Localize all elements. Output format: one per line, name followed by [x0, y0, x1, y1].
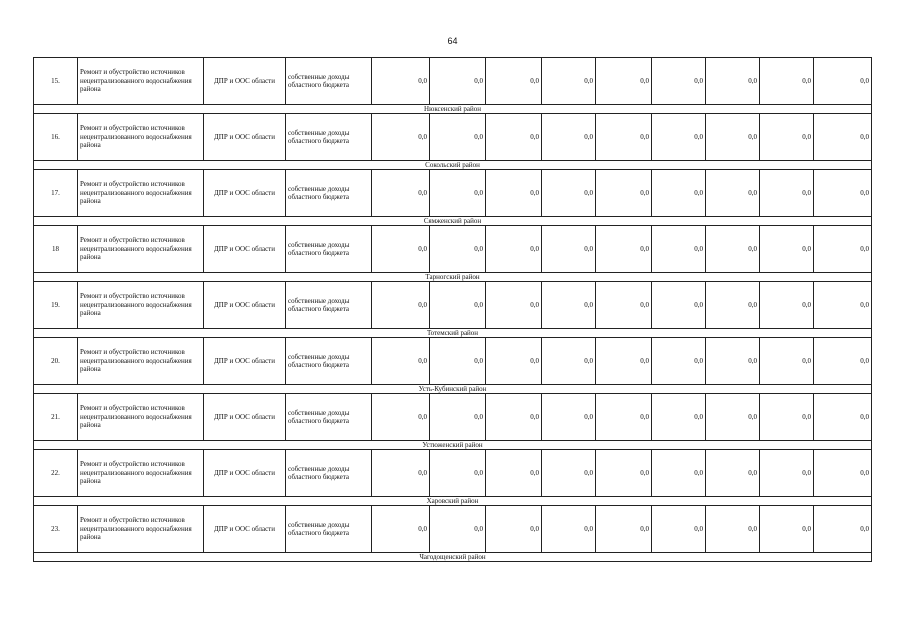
value-cell: 0,0 [652, 226, 706, 273]
value-cell: 0,0 [596, 114, 652, 161]
district-header-row [34, 329, 872, 338]
value-cell: 0,0 [760, 170, 814, 217]
activity-name: Ремонт и обустройство источников нецентрализованного водоснабжения района [78, 282, 204, 329]
value-cell: 0,0 [486, 58, 542, 105]
table-row [34, 282, 872, 329]
value-cell: 0,0 [596, 58, 652, 105]
value-cell: 0,0 [760, 282, 814, 329]
value-cell: 0,0 [542, 114, 596, 161]
row-number: 17. [34, 170, 78, 217]
value-cell: 0,0 [596, 226, 652, 273]
value-cell: 0,0 [372, 226, 430, 273]
program-table [33, 57, 872, 562]
value-cell: 0,0 [372, 394, 430, 441]
value-cell: 0,0 [652, 506, 706, 553]
value-cell: 0,0 [814, 394, 872, 441]
value-cell: 0,0 [542, 282, 596, 329]
value-cell: 0,0 [430, 506, 486, 553]
value-cell: 0,0 [372, 450, 430, 497]
district-name: Сокольский район [34, 161, 872, 170]
activity-name: Ремонт и обустройство источников нецентрализованного водоснабжения района [78, 394, 204, 441]
value-cell: 0,0 [486, 450, 542, 497]
activity-name: Ремонт и обустройство источников нецентрализованного водоснабжения района [78, 226, 204, 273]
value-cell: 0,0 [542, 226, 596, 273]
value-cell: 0,0 [652, 114, 706, 161]
table-row [34, 394, 872, 441]
value-cell: 0,0 [706, 394, 760, 441]
value-cell: 0,0 [706, 506, 760, 553]
district-name: Сямженский район [34, 217, 872, 226]
value-cell: 0,0 [652, 394, 706, 441]
table-row [34, 338, 872, 385]
value-cell: 0,0 [706, 58, 760, 105]
table-row [34, 226, 872, 273]
table-row [34, 170, 872, 217]
executor: ДПР и ООС области [204, 338, 286, 385]
executor: ДПР и ООС области [204, 394, 286, 441]
value-cell: 0,0 [430, 450, 486, 497]
value-cell: 0,0 [596, 282, 652, 329]
value-cell: 0,0 [372, 338, 430, 385]
activity-name: Ремонт и обустройство источников нецентрализованного водоснабжения района [78, 114, 204, 161]
value-cell: 0,0 [486, 170, 542, 217]
value-cell: 0,0 [372, 114, 430, 161]
value-cell: 0,0 [814, 506, 872, 553]
value-cell: 0,0 [596, 338, 652, 385]
value-cell: 0,0 [372, 170, 430, 217]
table-row [34, 506, 872, 553]
executor: ДПР и ООС области [204, 226, 286, 273]
value-cell: 0,0 [760, 114, 814, 161]
funding-source: собственные доходы областного бюджета [286, 394, 372, 441]
value-cell: 0,0 [542, 506, 596, 553]
value-cell: 0,0 [760, 450, 814, 497]
value-cell: 0,0 [706, 282, 760, 329]
funding-source: собственные доходы областного бюджета [286, 114, 372, 161]
value-cell: 0,0 [486, 394, 542, 441]
value-cell: 0,0 [706, 338, 760, 385]
district-header-row [34, 497, 872, 506]
row-number: 15. [34, 58, 78, 105]
value-cell: 0,0 [760, 338, 814, 385]
value-cell: 0,0 [652, 58, 706, 105]
district-header-row [34, 385, 872, 394]
row-number: 18 [34, 226, 78, 273]
funding-source: собственные доходы областного бюджета [286, 58, 372, 105]
value-cell: 0,0 [542, 450, 596, 497]
value-cell: 0,0 [760, 58, 814, 105]
value-cell: 0,0 [814, 58, 872, 105]
row-number: 23. [34, 506, 78, 553]
value-cell: 0,0 [706, 114, 760, 161]
row-number: 20. [34, 338, 78, 385]
value-cell: 0,0 [430, 170, 486, 217]
district-header-row [34, 441, 872, 450]
district-header-row [34, 217, 872, 226]
value-cell: 0,0 [814, 450, 872, 497]
value-cell: 0,0 [486, 282, 542, 329]
funding-source: собственные доходы областного бюджета [286, 506, 372, 553]
executor: ДПР и ООС области [204, 58, 286, 105]
funding-source: собственные доходы областного бюджета [286, 338, 372, 385]
value-cell: 0,0 [760, 394, 814, 441]
value-cell: 0,0 [372, 282, 430, 329]
row-number: 21. [34, 394, 78, 441]
value-cell: 0,0 [814, 114, 872, 161]
district-name: Тарногский район [34, 273, 872, 282]
value-cell: 0,0 [430, 282, 486, 329]
value-cell: 0,0 [814, 338, 872, 385]
district-name: Чагодощенский район [34, 553, 872, 562]
executor: ДПР и ООС области [204, 450, 286, 497]
value-cell: 0,0 [486, 338, 542, 385]
district-header-row [34, 105, 872, 114]
value-cell: 0,0 [706, 450, 760, 497]
value-cell: 0,0 [814, 170, 872, 217]
page-number: 64 [447, 36, 458, 46]
executor: ДПР и ООС области [204, 506, 286, 553]
funding-source: собственные доходы областного бюджета [286, 170, 372, 217]
funding-source: собственные доходы областного бюджета [286, 282, 372, 329]
value-cell: 0,0 [542, 170, 596, 217]
value-cell: 0,0 [652, 282, 706, 329]
value-cell: 0,0 [760, 506, 814, 553]
value-cell: 0,0 [814, 282, 872, 329]
value-cell: 0,0 [706, 226, 760, 273]
district-name: Усть-Кубинский район [34, 385, 872, 394]
activity-name: Ремонт и обустройство источников нецентрализованного водоснабжения района [78, 338, 204, 385]
activity-name: Ремонт и обустройство источников нецентрализованного водоснабжения района [78, 506, 204, 553]
district-name: Нюксенский район [34, 105, 872, 114]
activity-name: Ремонт и обустройство источников нецентрализованного водоснабжения района [78, 58, 204, 105]
value-cell: 0,0 [486, 506, 542, 553]
value-cell: 0,0 [814, 226, 872, 273]
value-cell: 0,0 [652, 170, 706, 217]
value-cell: 0,0 [430, 394, 486, 441]
district-name: Тотемский район [34, 329, 872, 338]
district-name: Устюженский район [34, 441, 872, 450]
value-cell: 0,0 [596, 506, 652, 553]
value-cell: 0,0 [372, 58, 430, 105]
executor: ДПР и ООС области [204, 170, 286, 217]
value-cell: 0,0 [542, 58, 596, 105]
funding-source: собственные доходы областного бюджета [286, 450, 372, 497]
executor: ДПР и ООС области [204, 282, 286, 329]
executor: ДПР и ООС области [204, 114, 286, 161]
value-cell: 0,0 [596, 394, 652, 441]
table-body [34, 58, 872, 562]
row-number: 19. [34, 282, 78, 329]
value-cell: 0,0 [430, 226, 486, 273]
value-cell: 0,0 [542, 338, 596, 385]
value-cell: 0,0 [372, 506, 430, 553]
value-cell: 0,0 [430, 114, 486, 161]
value-cell: 0,0 [652, 338, 706, 385]
value-cell: 0,0 [760, 226, 814, 273]
district-name: Харовский район [34, 497, 872, 506]
value-cell: 0,0 [486, 114, 542, 161]
value-cell: 0,0 [706, 170, 760, 217]
table-row [34, 58, 872, 105]
value-cell: 0,0 [430, 58, 486, 105]
value-cell: 0,0 [430, 338, 486, 385]
table-row [34, 450, 872, 497]
funding-source: собственные доходы областного бюджета [286, 226, 372, 273]
district-header-row [34, 553, 872, 562]
value-cell: 0,0 [542, 394, 596, 441]
row-number: 16. [34, 114, 78, 161]
district-header-row [34, 273, 872, 282]
table-row [34, 114, 872, 161]
activity-name: Ремонт и обустройство источников нецентрализованного водоснабжения района [78, 450, 204, 497]
activity-name: Ремонт и обустройство источников нецентрализованного водоснабжения района [78, 170, 204, 217]
row-number: 22. [34, 450, 78, 497]
value-cell: 0,0 [486, 226, 542, 273]
district-header-row [34, 161, 872, 170]
value-cell: 0,0 [596, 450, 652, 497]
value-cell: 0,0 [652, 450, 706, 497]
value-cell: 0,0 [596, 170, 652, 217]
